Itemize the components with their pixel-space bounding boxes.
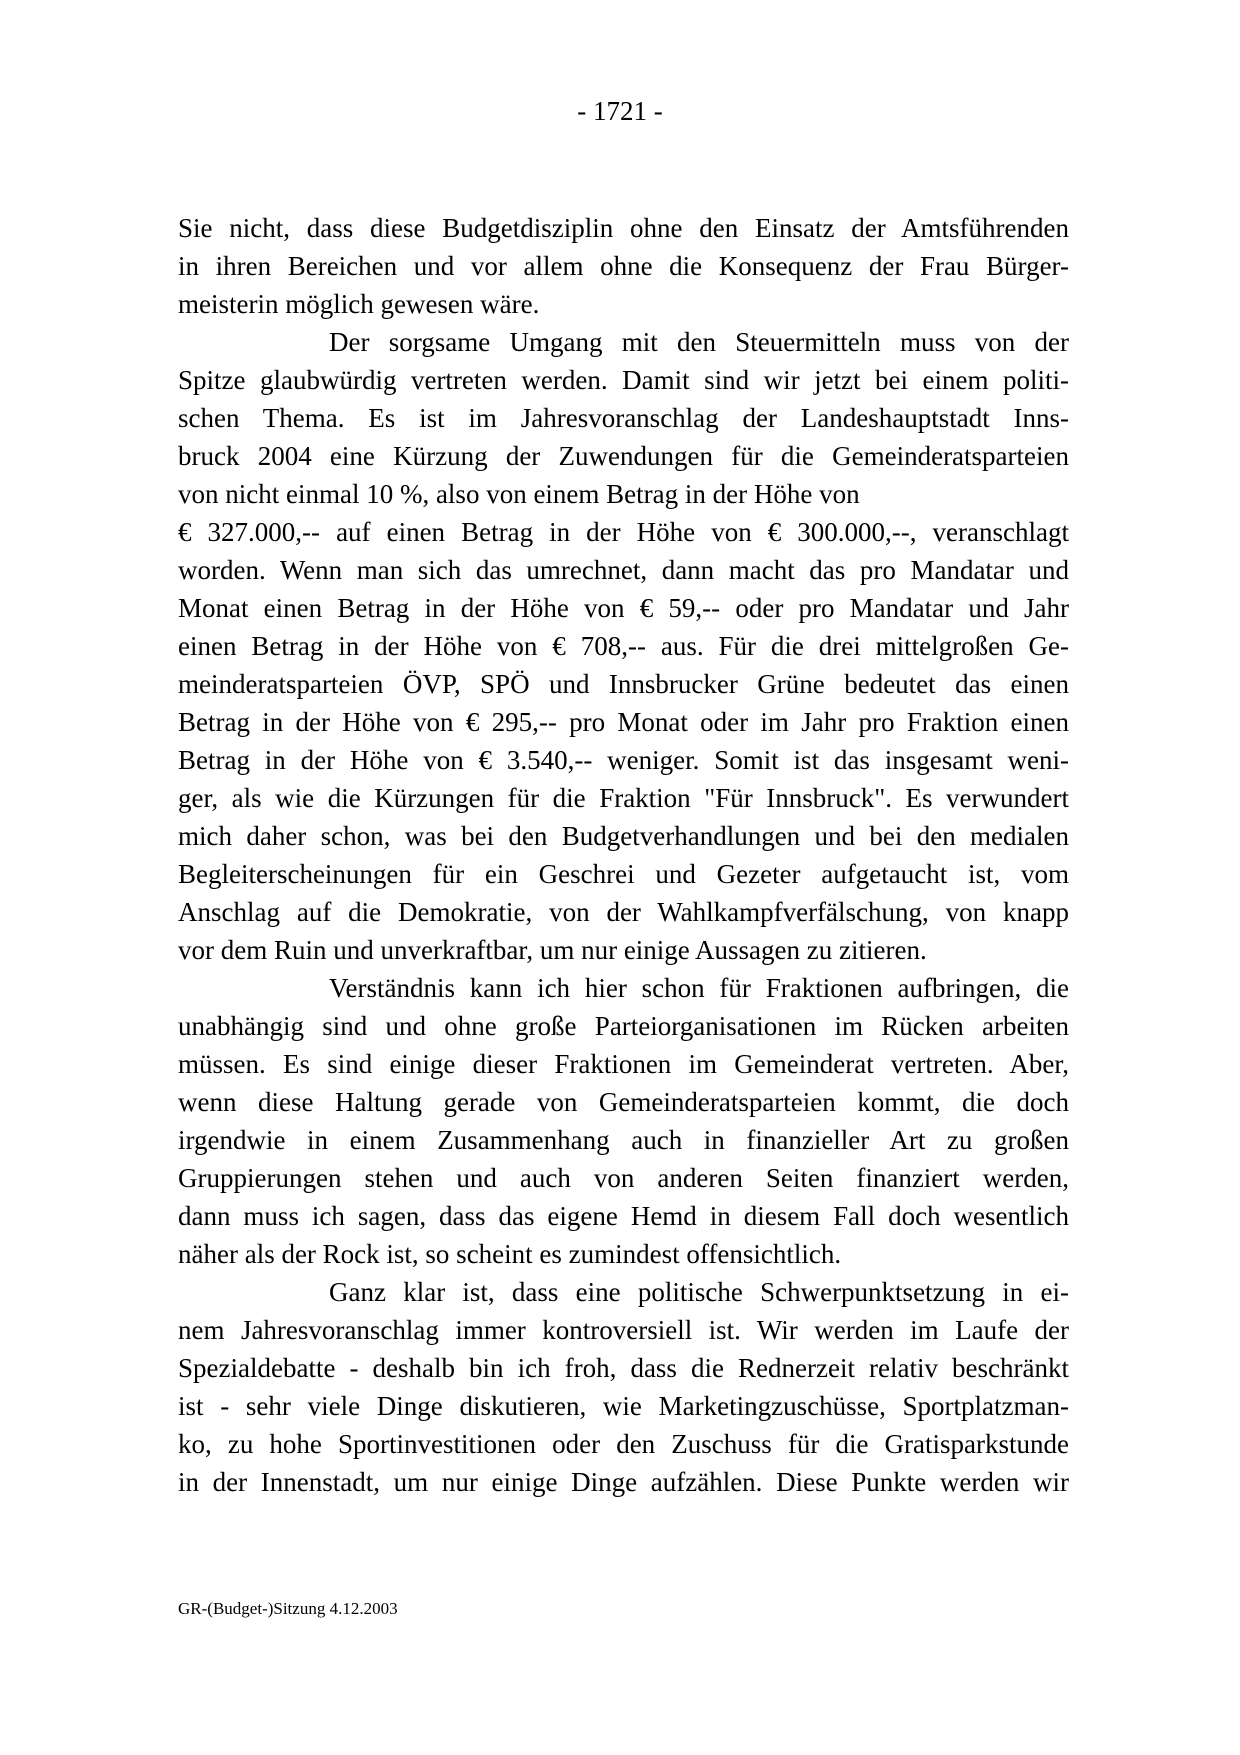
text-line: ger, als wie die Kürzungen für die Fraktion "Für Innsbruck". Es verwundert (178, 783, 1069, 813)
text-line: unabhängig sind und ohne große Parteiorganisationen im Rücken arbeiten (178, 1011, 1069, 1041)
text-line: Begleiterscheinungen für ein Geschrei und Gezeter aufgetaucht ist, vom (178, 859, 1069, 889)
text-line: in der Innenstadt, um nur einige Dinge aufzählen. Diese Punkte werden wir (178, 1467, 1069, 1497)
text-line: dann muss ich sagen, dass das eigene Hemd in diesem Fall doch wesentlich (178, 1201, 1069, 1231)
text-line: Spezialdebatte - deshalb bin ich froh, dass die Rednerzeit relativ beschränkt (178, 1353, 1069, 1383)
text-line: bruck 2004 eine Kürzung der Zuwendungen für die Gemeinderatsparteien (178, 441, 1069, 471)
text-line: näher als der Rock ist, so scheint es zumindest offensichtlich. (178, 1239, 842, 1269)
text-line: meisterin möglich gewesen wäre. (178, 289, 540, 319)
text-line: wenn diese Haltung gerade von Gemeinderatsparteien kommt, die doch (178, 1087, 1069, 1117)
text-line: Anschlag auf die Demokratie, von der Wahlkampfverfälschung, von knapp (178, 897, 1069, 927)
text-line: müssen. Es sind einige dieser Fraktionen im Gemeinderat vertreten. Aber, (178, 1049, 1069, 1079)
text-line: schen Thema. Es ist im Jahresvoranschlag der Landeshauptstadt Inns- (178, 403, 1069, 433)
text-line: € 327.000,-- auf einen Betrag in der Höhe von € 300.000,--, veranschlagt (178, 517, 1069, 547)
text-line: von nicht einmal 10 %, also von einem Betrag in der Höhe von (178, 479, 860, 509)
footer-session-label: GR-(Budget-)Sitzung 4.12.2003 (178, 1599, 398, 1618)
text-line: Spitze glaubwürdig vertreten werden. Damit sind wir jetzt bei einem politi- (178, 365, 1069, 395)
text-line: ko, zu hohe Sportinvestitionen oder den Zuschuss für die Gratisparkstunde (178, 1429, 1069, 1459)
text-line: vor dem Ruin und unverkraftbar, um nur einige Aussagen zu zitieren. (178, 935, 927, 965)
text-line: Ganz klar ist, dass eine politische Schwerpunktsetzung in ei- (329, 1277, 1069, 1307)
text-line: mich daher schon, was bei den Budgetverhandlungen und bei den medialen (178, 821, 1069, 851)
text-line: einen Betrag in der Höhe von € 708,-- aus. Für die drei mittelgroßen Ge- (178, 631, 1069, 661)
text-line: Betrag in der Höhe von € 3.540,-- weniger. Somit ist das insgesamt weni- (178, 745, 1069, 775)
page-number: - 1721 - (577, 96, 663, 126)
text-line: meinderatsparteien ÖVP, SPÖ und Innsbrucker Grüne bedeutet das einen (178, 669, 1069, 699)
text-line: irgendwie in einem Zusammenhang auch in finanzieller Art zu großen (178, 1125, 1069, 1155)
text-line: Verständnis kann ich hier schon für Fraktionen aufbringen, die (329, 973, 1069, 1003)
text-line: Gruppierungen stehen und auch von anderen Seiten finanziert werden, (178, 1163, 1069, 1193)
text-line: in ihren Bereichen und vor allem ohne die Konsequenz der Frau Bürger- (178, 251, 1069, 281)
text-line: Der sorgsame Umgang mit den Steuermitteln muss von der (329, 327, 1069, 357)
text-line: Sie nicht, dass diese Budgetdisziplin ohne den Einsatz der Amtsführenden (178, 213, 1069, 243)
text-line: nem Jahresvoranschlag immer kontroversiell ist. Wir werden im Laufe der (178, 1315, 1069, 1345)
text-line: worden. Wenn man sich das umrechnet, dann macht das pro Mandatar und (178, 555, 1069, 585)
text-line: ist - sehr viele Dinge diskutieren, wie Marketingzuschüsse, Sportplatzman- (178, 1391, 1069, 1421)
text-line: Betrag in der Höhe von € 295,-- pro Monat oder im Jahr pro Fraktion einen (178, 707, 1069, 737)
text-line: Monat einen Betrag in der Höhe von € 59,-- oder pro Mandatar und Jahr (178, 593, 1069, 623)
